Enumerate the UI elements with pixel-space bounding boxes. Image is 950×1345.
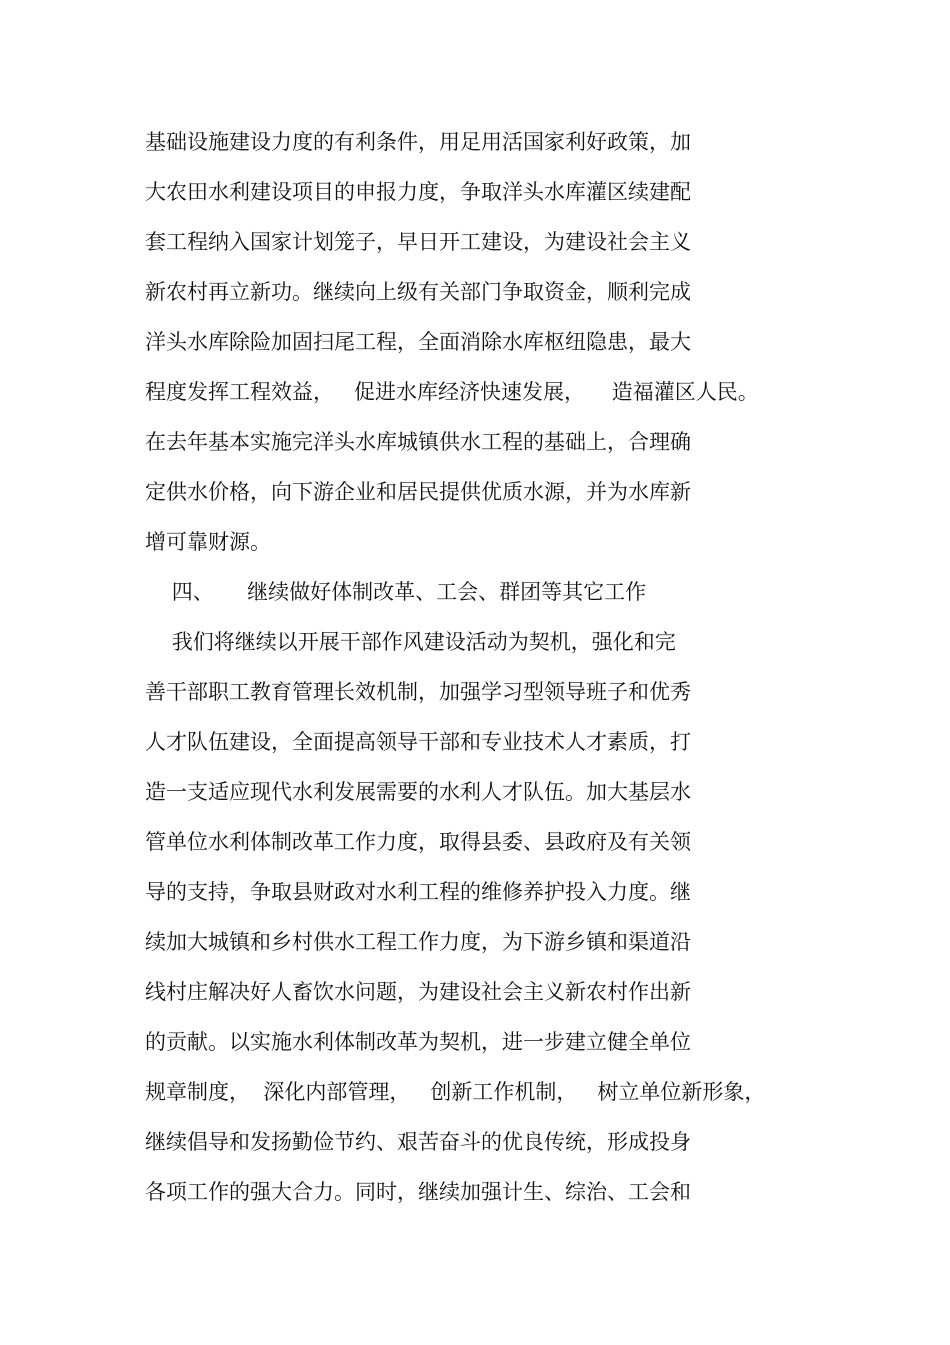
text-line-20: 规章制度， 深化内部管理， 创新工作机制， 树立单位新形象， — [145, 1080, 766, 1104]
text-line-9: 增可靠财源。 — [145, 530, 271, 554]
text-line-21: 继续倡导和发扬勤俭节约、艰苦奋斗的优良传统，形成投身 — [145, 1130, 691, 1154]
text-line-12: 善干部职工教育管理长效机制，加强学习型领导班子和优秀 — [145, 680, 691, 704]
text-line-7: 在去年基本实施完洋头水库城镇供水工程的基础上，合理确 — [145, 430, 691, 454]
text-line-4: 新农村再立新功。继续向上级有关部门争取资金，顺利完成 — [145, 280, 691, 304]
text-line-3: 套工程纳入国家计划笼子，早日开工建设，为建设社会主义 — [145, 230, 691, 254]
text-line-14: 造一支适应现代水利发展需要的水利人才队伍。加大基层水 — [145, 780, 691, 804]
text-line-15: 管单位水利体制改革工作力度，取得县委、县政府及有关领 — [145, 830, 691, 854]
text-line-5: 洋头水库除险加固扫尾工程，全面消除水库枢纽隐患，最大 — [145, 330, 691, 354]
text-line-1: 基础设施建设力度的有利条件，用足用活国家利好政策，加 — [145, 130, 691, 154]
text-line-22: 各项工作的强大合力。同时，继续加强计生、综治、工会和 — [145, 1180, 691, 1204]
text-line-19: 的贡献。以实施水利体制改革为契机，进一步建立健全单位 — [145, 1030, 691, 1054]
section-heading: 四、 继续做好体制改革、工会、群团等其它工作 — [145, 580, 647, 604]
text-line-6: 程度发挥工程效益， 促进水库经济快速发展， 造福灌区人民。 — [145, 380, 759, 404]
text-line-17: 续加大城镇和乡村供水工程工作力度，为下游乡镇和渠道沿 — [145, 930, 691, 954]
text-line-11: 我们将继续以开展干部作风建设活动为契机，强化和完 — [145, 630, 676, 654]
text-line-2: 大农田水利建设项目的申报力度，争取洋头水库灌区续建配 — [145, 180, 691, 204]
text-line-8: 定供水价格，向下游企业和居民提供优质水源，并为水库新 — [145, 480, 691, 504]
text-line-16: 导的支持，争取县财政对水利工程的维修养护投入力度。继 — [145, 880, 691, 904]
text-line-13: 人才队伍建设，全面提高领导干部和专业技术人才素质，打 — [145, 730, 691, 754]
text-line-18: 线村庄解决好人畜饮水问题，为建设社会主义新农村作出新 — [145, 980, 691, 1004]
